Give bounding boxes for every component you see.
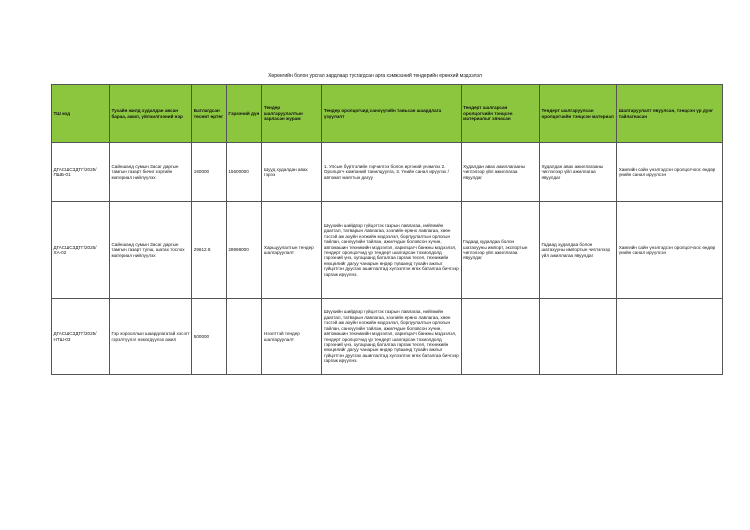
cell-name: Сайншанд сумын Засаг даргын тамгын газарт бичиг хэргийн материал нийлүүлэх xyxy=(109,143,191,202)
cell-contract xyxy=(226,299,262,375)
cell-budget: 160000 xyxy=(192,143,227,202)
cell-reason: Хамгийн сайн үнэлгэдсэн оролцогчоос өндөр үнийн санал ирүүлсэн xyxy=(617,202,723,299)
cell-reason xyxy=(617,299,723,375)
cell-tender-winner: Гадаад худалдаа болон шатахууны импортын чиглэлээр үйл ажиллагаа явуулдаг xyxy=(539,202,616,299)
header-tender-winner: Тендерт шалгаруулсан оролцогчийн тэнцсэн материал xyxy=(539,85,616,143)
header-code: ТШ код xyxy=(52,85,110,143)
cell-tender-winner xyxy=(539,299,616,375)
cell-tender-winner: Худалдан авах ажиллагааны чиглэлээр үйл ажиллагаа явуулдаг xyxy=(539,143,616,202)
header-tender-material: Тендерт шалгарсан оролцогчийн тэнцсэн материалыг хянасан xyxy=(461,85,539,143)
cell-contract: 28998000 xyxy=(226,202,262,299)
cell-code: ДГАСШСЗДТГ/2025/ ХА-02 xyxy=(52,202,110,299)
cell-name: Сайншанд сумын Засаг даргын тамгын газарт тулш, шатах тослох материал нийлүүлэх xyxy=(109,202,191,299)
header-requirement: Тендер оролцогчид санхүүгийн тавьсан шаардлага үзүүлэлт xyxy=(322,85,461,143)
cell-method: Харьцуулалтын тендер шалгаруулалт xyxy=(262,202,322,299)
header-contract: Гэрээний дүн xyxy=(226,85,262,143)
cell-code: ДГАСШСЗДТГ/2025/ ПШБ-01 xyxy=(52,143,110,202)
table-row xyxy=(52,299,723,375)
cell-contract: 15600000 xyxy=(226,143,262,202)
cell-code: ДГАСШСЗДТГ/2025/ НТШ-03 xyxy=(52,299,110,375)
header-reason: Шалгаруулалт явуулсан, тэнцсэн үр дүнг тайлагнасан xyxy=(617,85,723,143)
cell-reason: Хамгийн сайн үнэлгэдсэн оролцогчоос өндөр үнийн санал ирүүлсэн xyxy=(617,143,723,202)
table-header-row xyxy=(52,85,723,143)
cell-tender-material: Худалдан авах ажиллагааны чиглэлээр үйл ажиллагаа явуулдаг xyxy=(461,143,539,202)
page-title: Хөрөнгийн болон урсгал зардлаар тусгагдсан арга хэмжээний тендерийн ерөнхий мэдээлэл xyxy=(268,73,482,79)
cell-tender-material: Гадаад худалдаа болон шатахууны импорт, экспортын чиглэлээр үйл ажиллагаа явуулдаг xyxy=(461,202,539,299)
cell-tender-material xyxy=(461,299,539,375)
cell-method: Нээлттэй тендер шалгаруулалт xyxy=(262,299,322,375)
cell-budget: 29612.8 xyxy=(192,202,227,299)
table-row xyxy=(52,202,723,299)
header-name: Тухайн жилд худалдан авсан бараа, ажил, үйлчилгээний нэр xyxy=(109,85,191,143)
tender-table xyxy=(51,84,723,375)
cell-method: Шууд худалдан авах гэрээ xyxy=(262,143,322,202)
cell-name: Гэр хорооллын шаардлагатай хэсэгт гэрэлтүүлэг нэмэгдүүлэх ажил xyxy=(109,299,191,375)
cell-requirement: Шүүхийн шийдвэр гүйцэтгэх газрын лавлагаа, нийгмийн даатгал, татварын лавлагаа, зээлийн ерөнх лавлагаа, хөөн тэсгэй аж ахуйн нэгжийн мэдээлэл, борлуулалтын орлогын тайлан, санхүүгийн тайлан, ажилчдын боловсон хүчин, автомашин техникийн мэдээлэл, харилцагч банкны мэдээлэл, тендерт оролцогчид үр тендерт шалгарсан тохиолдолд гэрээний үнэ, хугацаанд баталгаа гаргаж тесел, техникийн нөхцөлийг дагуу чанарын өндөр түвшинд тухайн ажлыг гүйцэтгэн дуусгах ашиглалтад хүлээлгэн өгөх баталгаа бичгээр гаргаж ирүүлнэ. xyxy=(322,299,461,375)
table-row xyxy=(52,143,723,202)
cell-requirement: Шүүхийн шийдвэр гүйцэтгэх газрын лавлагаа, нийгмийн даатгал, татварын лавлагаа, зээлийн ерөнх лавлагаа, хөөн тэсгэй аж ахуйн нэгжийн мэдээлэл, борлуулалтын орлогын тайлан, санхүүгийн тайлан, ажилчдын боловсон хүчин, автомашин техникийн мэдээлэл, харилцагч банкны мэдээлэл, тендерт оролцогчид үр тендерт шалгарсан тохиолдолд гэрээний үнэ, хугацаанд баталгаа гаргаж тесел, техникийн нөхцөлийг дагуу чанарын өндөр түвшинд тухайн ажлыг гүйцэтгэн дуусгах ашиглалтад хүлээлгэн өгөх баталгаа бичгээр гаргаж ирүүлнэ. xyxy=(322,202,461,299)
cell-requirement: 1. Улсын бүртгэлийн гэрчилгээ болон иргэний үнэмлэх 2. Оролцогч компаний танилцуулга, 3. Үнийн санал ирүүлэх / автомат маягтын дагуу xyxy=(322,143,461,202)
cell-budget: 500000 xyxy=(192,299,227,375)
header-budget: Батлагдсан төсөвт өртөг xyxy=(192,85,227,143)
header-method: Тендер шалгаруулалтын зарласан журам xyxy=(262,85,322,143)
